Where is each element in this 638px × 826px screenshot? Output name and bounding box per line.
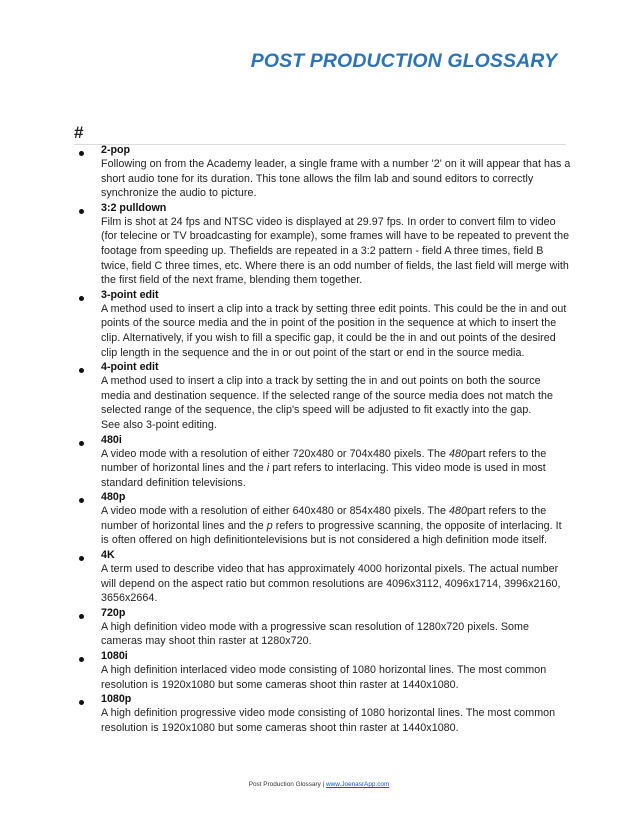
glossary-entry — [0, 649, 638, 692]
term: 2-pop — [101, 144, 131, 156]
definition: A high definition video mode with a progressive scan resolution of 1280x720 pixels. Some cameras may shoot thin raster at 1280x720. — [101, 620, 529, 648]
term: 1080i — [101, 650, 128, 663]
definition-text: refers to progressive scanning, the opposite of interlacing. It is often offered on high definitiontelevisions but is not considered a high definition mode itself. — [101, 519, 562, 547]
section-heading: # — [74, 123, 566, 145]
bullet-icon — [79, 151, 84, 156]
definition-text: part refers to the number of horizontal lines and the — [101, 447, 547, 475]
page-title: POST PRODUCTION GLOSSARY — [250, 50, 558, 72]
glossary-entry — [0, 606, 638, 649]
definition: Following on from the Academy leader, a single frame with a number '2' on it will appear that has a short audio tone for its duration. This tone allows the film lab and sound editors to correctly synchronize the audio to picture. — [101, 158, 571, 200]
definition: A method used to insert a clip into a track by setting three edit points. This could be the in and out points of the source media and the in point of the position in the sequence at which to insert the clip. Alternatively, if you wish to fill a specific gap, it could be the in and out points of the desired clip length in the sequence and the in or out point of the start or end in the source media. — [101, 302, 567, 359]
definition — [101, 447, 572, 491]
bullet-icon — [79, 556, 84, 561]
glossary-entry — [0, 490, 638, 548]
definition: A high definition interlaced video mode consisting of 1080 horizontal lines. The most common resolution is 1920x1080 but some cameras shoot thin raster at 1440x1080. — [101, 664, 547, 691]
glossary-entry — [0, 692, 638, 735]
term: 4K — [101, 549, 115, 562]
term: 480p — [101, 491, 126, 504]
glossary-entry — [0, 548, 638, 606]
definition-italic: 480 — [449, 505, 467, 518]
term: 720p — [101, 606, 126, 619]
bullet-icon — [79, 614, 84, 619]
page-footer — [0, 781, 638, 788]
glossary-entry — [0, 201, 638, 288]
bullet-icon — [79, 209, 84, 214]
term: 3-point edit — [101, 288, 159, 301]
bullet-icon — [79, 368, 84, 373]
bullet-icon — [79, 441, 84, 446]
definition-text: A video mode with a resolution of either 720x480 or 704x480 pixels. The — [101, 447, 449, 460]
bullet-icon — [79, 700, 84, 705]
term: 4-point edit — [101, 361, 159, 374]
definition: A high definition progressive video mode consisting of 1080 horizontal lines. The most common resolution is 1920x1080 but some cameras shoot thin raster at 1440x1080. — [101, 707, 556, 734]
definition: Film is shot at 24 fps and NTSC video is displayed at 29.97 fps. In order to convert film to video (for telecine or TV broadcasting for example), some frames will have to be repeated to prevent the footage from speeding up. Thefields are repeated in a 3:2 pattern - field A three times, field B twice, field C three times, etc. Where there is an odd number of fields, the last field will merge with the first field of the next frame, blending them together. — [101, 215, 570, 287]
glossary-entry — [0, 360, 638, 432]
bullet-icon — [79, 657, 84, 662]
footer-link[interactable]: www.JoenasrApp.com — [326, 781, 390, 788]
definition: A term used to describe video that has approximately 4000 horizontal pixels. The actual number will depend on the aspect ratio but common resolutions are 4096x3112, 4096x1714, 3996x2160, 3656x2664. — [101, 563, 561, 605]
term: 480i — [101, 433, 122, 446]
glossary-entry — [0, 433, 638, 491]
bullet-icon — [79, 296, 84, 301]
term: 3:2 pulldown — [101, 201, 167, 214]
definition-text: A video mode with a resolution of either 640x480 or 854x480 pixels. The — [101, 505, 449, 518]
glossary-entry — [0, 143, 638, 201]
glossary-entry — [0, 288, 638, 360]
definition-text: part refers to the number of horizontal lines and the — [101, 505, 547, 532]
definition-italic: i — [266, 462, 270, 475]
definition-italic: 480 — [449, 447, 467, 460]
see-also-note: See also 3-point editing. — [101, 418, 217, 431]
definition-italic: p — [266, 519, 273, 532]
definition — [101, 504, 572, 548]
definition-text: part refers to interlacing. This video mode is used in most standard definition televisions. — [101, 462, 546, 489]
glossary-list — [0, 143, 638, 735]
footer-text: Post Production Glossary | — [248, 781, 327, 788]
definition: A method used to insert a clip into a track by setting the in and out points on both the source media and destination sequence. If the selected range of the source media does not match the selected range of the sequence, the clip's speed will be adjusted to fit exactly into the gap. — [101, 375, 553, 417]
bullet-icon — [79, 498, 84, 503]
term: 1080p — [101, 693, 132, 706]
